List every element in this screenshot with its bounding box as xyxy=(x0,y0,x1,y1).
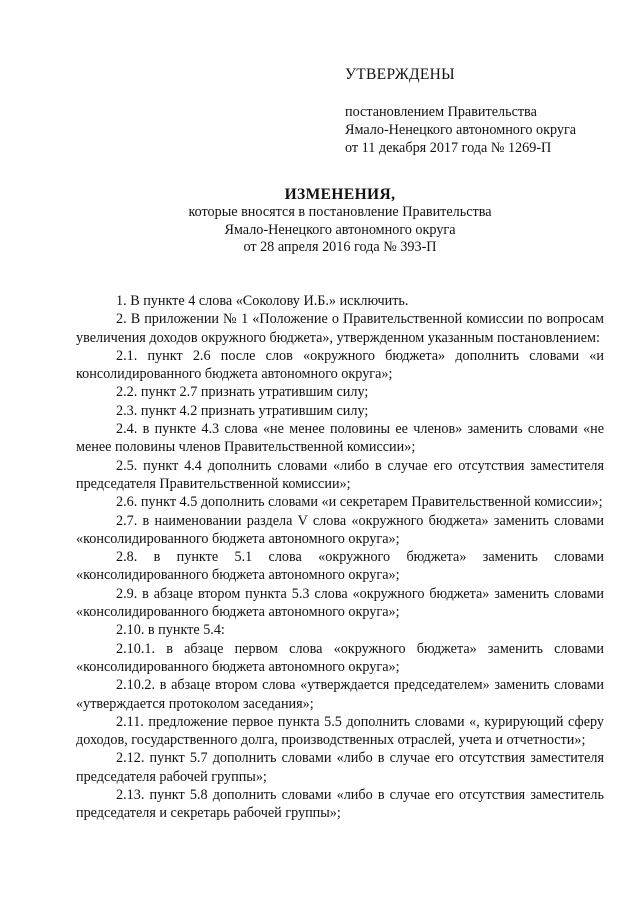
paragraph: 2.4. в пункте 4.3 слова «не менее половины ее членов» заменить словами «не менее половины членов Правительственной комиссии»; xyxy=(76,421,604,456)
decree-line: постановлением Правительства xyxy=(345,104,537,120)
paragraph: 2.2. пункт 2.7 признать утратившим силу; xyxy=(116,384,369,401)
paragraph: 2.7. в наименовании раздела V слова «окружного бюджета» заменить словами «консолидированного бюджета автономного округа»; xyxy=(76,512,604,547)
document-title: ИЗМЕНЕНИЯ, xyxy=(284,186,396,203)
paragraph: 2.10.2. в абзаце втором слова «утверждается председателем» заменить словами «утверждается протоколом заседания»; xyxy=(76,677,604,712)
title-subline: которые вносятся в постановление Правительства xyxy=(188,204,492,220)
paragraph: 2.9. в абзаце втором пункта 5.3 слова «окружного бюджета» заменить словами «консолидированного бюджета автономного округа»; xyxy=(76,585,604,621)
paragraph: 1. В пункте 4 слова «Соколову И.Б.» исключить. xyxy=(116,293,409,309)
title-subline: от 28 апреля 2016 года № 393-П xyxy=(243,239,437,255)
decree-line: Ямало-Ненецкого автономного округа xyxy=(345,122,577,138)
paragraph: 2.13. пункт 5.8 дополнить словами «либо в случае его отсутствия заместитель председателя и секретарь рабочей группы»; xyxy=(76,787,604,822)
paragraph: 2.8. в пункте 5.1 слова «окружного бюджета» заменить словами «консолидированного бюджета автономного округа»; xyxy=(76,549,604,584)
title-block xyxy=(0,186,640,257)
decree-line: от 11 декабря 2017 года № 1269-П xyxy=(345,140,552,156)
paragraph: 2.5. пункт 4.4 дополнить словами «либо в случае его отсутствия заместителя председателя Правительственной комиссии»; xyxy=(76,457,604,492)
approved-heading: УТВЕРЖДЕНЫ xyxy=(345,66,455,83)
paragraph: 2.11. предложение первое пункта 5.5 дополнить словами «, курирующий сферу доходов, государственного долга, производственных отраслей, учета и отчетности»; xyxy=(76,713,604,749)
paragraph: 2.1. пункт 2.6 после слов «окружного бюджета» дополнить словами «и консолидированного бюджета автономного округа»; xyxy=(76,347,604,383)
document-body xyxy=(76,292,604,823)
paragraph: 2.10.1. в абзаце первом слова «окружного бюджета» заменить словами «консолидированного бюджета автономного округа»; xyxy=(76,640,604,675)
paragraph: 2.3. пункт 4.2 признать утратившим силу; xyxy=(116,402,369,419)
title-subline: Ямало-Ненецкого автономного округа xyxy=(224,221,456,238)
paragraph: 2.12. пункт 5.7 дополнить словами «либо в случае его отсутствия заместителя председателя рабочей группы»; xyxy=(76,750,604,785)
paragraph: 2. В приложении № 1 «Положение о Правительственной комиссии по вопросам увеличения доходов окружного бюджета», утвержденном указанным постановлением: xyxy=(76,311,604,346)
paragraph: 2.6. пункт 4.5 дополнить словами «и секретарем Правительственной комиссии»; xyxy=(116,494,603,511)
paragraph: 2.10. в пункте 5.4: xyxy=(116,622,225,639)
approval-decree-reference xyxy=(345,103,576,157)
